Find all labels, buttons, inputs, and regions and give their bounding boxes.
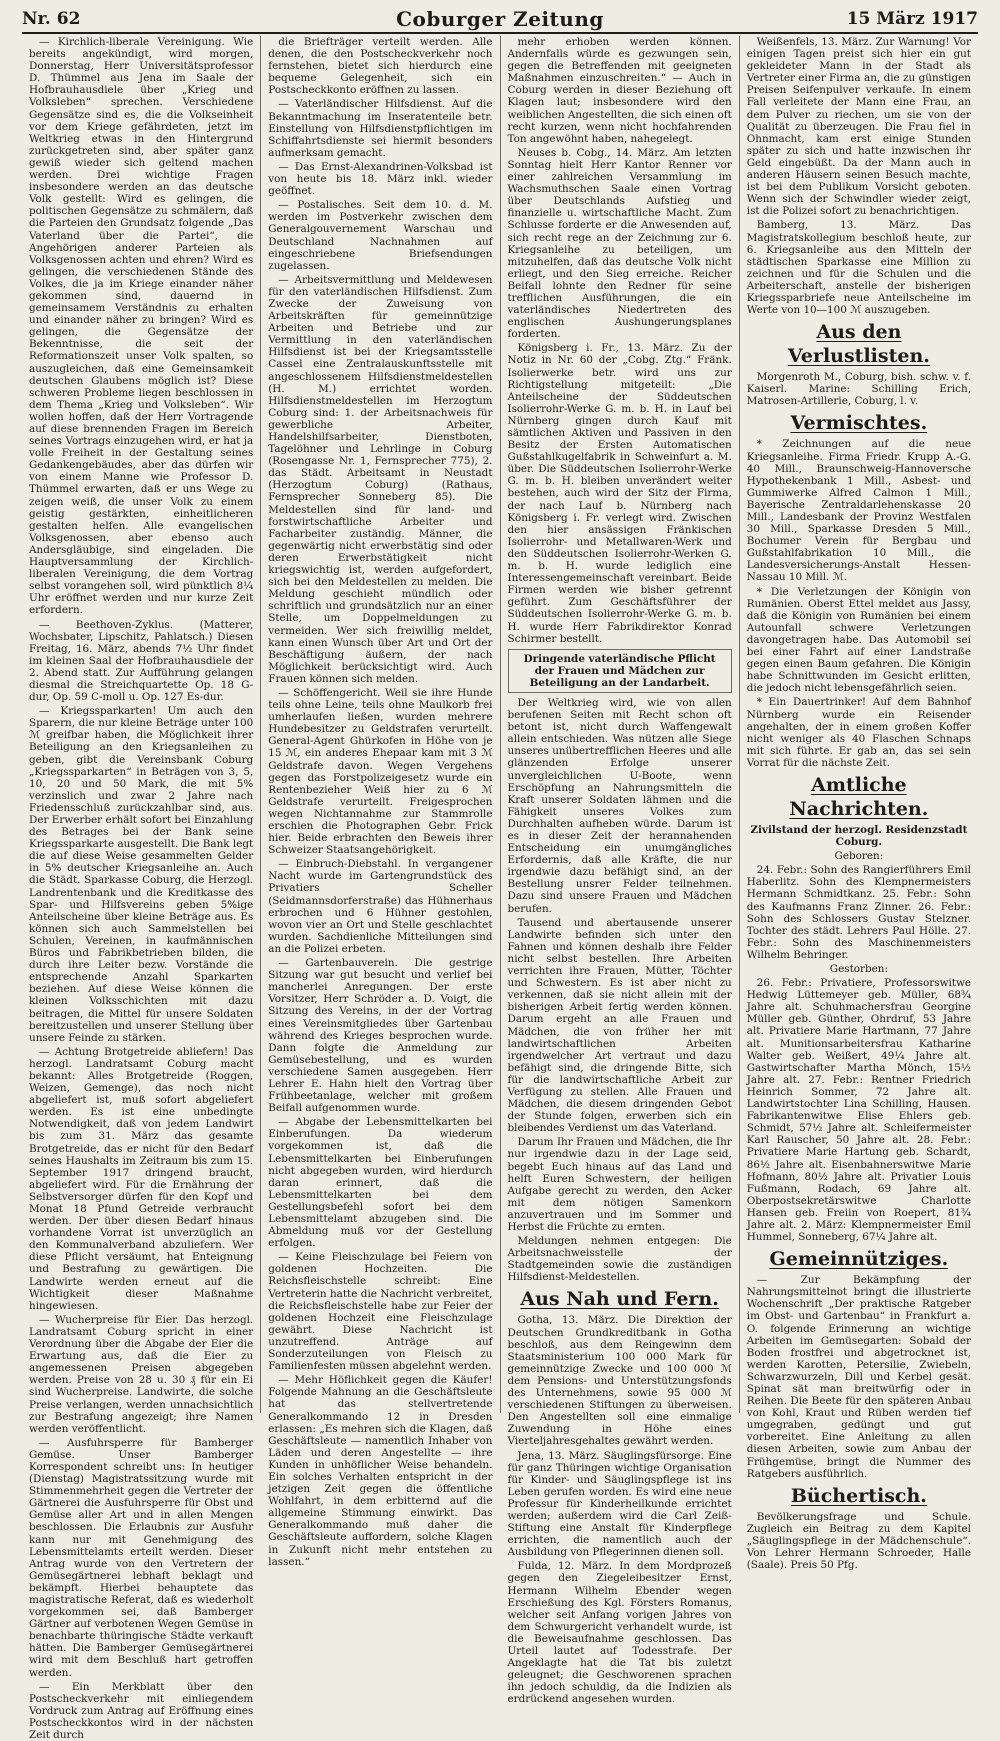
- article-hilfsdienst: — Vaterländischer Hilfsdienst. Auf die Bekanntmachung im Inseratenteile betr. Einstellung von Hilfsdienstpflichtigen im Schiffahrtsdienste sei hiermit besonders aufmerksam gemacht.: [268, 98, 493, 159]
- article-brotgetreide: — Achtung Brotgetreide abliefern! Das herzogl. Landratsamt Coburg macht bekannt: Alles Brotgetreide (Roggen, Weizen, Gemenge), das noch nicht abgeliefert ist, muß sofort abgeliefert werden. Es ist eine unbedingte Notwendigkeit, daß von jedem Landwirt bis zum 31. März das gesamte Brotgetreide, das er nicht für den Bedarf seines Haushalts im Zeitraum bis zum 15. September 1917 dringend braucht, abgeliefert wird. Für die Ernährung der Selbstversorger dürfen für den Kopf und Monat 18 Pfund Getreide verbraucht werden. Der über diesen Bedarf hinaus vorhandene Vorrat ist unverzüglich an den Kommunalverband abzuliefern. Wer diese Pflicht versäumt, hat Enteignung und Bestrafung zu gewärtigen. Die Landwirte werden erneut auf die Wichtigkeit dieser Maßnahme hingewiesen.: [29, 1045, 254, 1312]
- article-fulda: Fulda, 12. März. In dem Mordprozeß gegen den Ziegeleibesitzer Ernst, Hermann Wilhelm Ebender wegen Erschießung des Kgl. Försters Romanus, welcher seit Anfang vorigen Jahres von dem Schwurgericht verhandelt wurde, ist die Beweisaufnahme geschlossen. Das Urteil lautet auf Todesstrafe. Der Angeklagte hat die Tat bis zuletzt geleugnet; die Geschworenen sprachen ihn jedoch schuldig, da die Indizien als erdrückend angesehen wurden.: [507, 1560, 732, 1706]
- article-jena: Jena, 13. März. Säuglingsfürsorge. Eine für ganz Thüringen wichtige Organisation für Kinder- und Säuglingspflege ist ins Leben gerufen worden. Es wird eine neue Professur für Kinderheilkunde errichtet werden; außerdem wird die Carl Zeiß-Stiftung eine Anstalt für Kinderpflege errichten, die namentlich auch der Ausbildung von Pflegerinnen dienen soll.: [507, 1449, 732, 1559]
- article-neuses: Neuses b. Cobg., 14. März. Am letzten Sonntag hielt Herr Kantor Renner vor einer zahlreichen Versammlung im Wachsmuthschen Saale einen Vortrag über Deutschlands Aufstieg und finanzielle u. wirtschaftliche Macht. Zum Schlusse forderte er die Anwesenden auf, sich recht rege an der Zeichnung zur 6. Kriegsanleihe zu beteiligen, um mitzuhelfen, daß das deutsche Volk nicht erliegt, und den Sieg erreiche. Reicher Beifall lohnte den Redner für seine trefflichen Ausführungen, die ein vaterländisches Niedertreten des englischen Aushungerungsplanes forderten.: [507, 146, 732, 341]
- columns: [22, 36, 978, 1741]
- gestorben-list: 26. Febr.: Privatiere, Professorswitwe Hedwig Lüttemeyer geb. Müller, 68¾ Jahre alt. Schuhmachersfrau Georgine Müller geb. Günther, Ohrdruf, 53 Jahre alt. Privatiere Marie Hartmann, 77 Jahre alt. Munitionsarbeitersfrau Katharine Walter geb. Weißert, 49¼ Jahre alt. Gastwirtschafter Martha Mönch, 15½ Jahre alt. 27. Febr.: Rentner Friedrich Heinrich Sommer, 72 Jahre alt. Landwirtstochter Lina Schilling, Hausen. Fabrikantenwitwe Elise Ehlers geb. Schmidt, 57½ Jahre alt. Schleifermeister Karl Rauscher, 50 Jahre alt. 28. Febr.: Privatiere Marie Hartung geb. Schardt, 86½ Jahre alt. Eisenbahnerswitwe Marie Hofmann, 80½ Jahre alt. Privatier Louis Fußmann, Rodach, 69 Jahre alt. Oberpostsekretärswitwe Charlotte Hansen geb. Freiin von Roepert, 81¾ Jahre alt. 2. März: Klempnermeister Emil Hummel, Sonneberg, 67¼ Jahre alt.: [746, 977, 971, 1244]
- section-amtliche-nachrichten: Amtliche Nachrichten.: [789, 773, 929, 820]
- article-weissenfels: Weißenfels, 13. März. Zur Warnung! Vor einigen Tagen preist sich hier ein gut gekleideter Mann in der Stadt als Vertreter einer Firma an, die zu günstigen Preisen Seifenpulver verkaufe. In einem Fall verleitete der Mann eine Frau, an dem Pulver zu riechen, um sie von der Qualität zu überzeugen. Die Frau fiel in Ohnmacht, kam erst einige Stunden später zu sich und hatte inzwischen ihr Geld eingebüßt. Da der Mann auch in anderen Häusern seinen Besuch machte, ist bei dem Publikum Vorsicht geboten. Wenn sich der Schwindler wieder zeigt, ist die Polizei sofort zu benachrichtigen.: [746, 36, 971, 218]
- appeal-paragraph-3: Darum Ihr Frauen und Mädchen, die Ihr nur irgendwie dazu in der Lage seid, begebt Euch hinaus auf das Land und helft Euren Schwestern, der heiligen Aufgabe gerecht zu werden, den Acker mit dem nötigen Samenkorn anzuvertrauen und im Sommer und Herbst die Früchte zu ernten.: [507, 1136, 732, 1233]
- column-1: [22, 36, 261, 1741]
- article-schoeffengericht: — Schöffengericht. Weil sie ihre Hunde teils ohne Leine, teils ohne Maulkorb frei umherlaufen ließen, wurden mehrere Hundebesitzer zu Geldstrafen verurteilt. General-Agent Ghürkofen in Höhe von je 15 ℳ, ein anderes Ehepaar kam mit 3 ℳ Geldstrafe davon. Wegen Vergehens gegen das Forstpolizeigesetz wurde ein Rentenbezieher Weiß hier zu 6 ℳ Geldstrafe verurteilt. Freigesprochen wegen Nichtannahme zur Stammrolle erschien die Photographen Gebr. Frick hier. Beide erbrachten den Beweis ihrer Schweizer Staatsangehörigkeit.: [268, 686, 493, 857]
- appeal-headline: Dringende vaterländische Pflicht der Frauen und Mädchen zur Beteiligung an der Landarbeit.: [508, 649, 732, 693]
- article-ausfuhrsperre: — Ausfuhrsperre für Bamberger Gemüse. Unser Bamberger Korrespondent schreibt uns: In heutiger (Dienstag) Magistratssitzung wurde mit Stimmenmehrheit gegen die Vertreter der Gärtnerei die Ausfuhrsperre für Obst und Gemüse aller Art und in allen Mengen beschlossen. Die Erlaubnis zur Ausfuhr kann nur mit Genehmigung des Lebensmittelamts erteilt werden. Dieser Antrag wurde von den Vertretern der Gemüsegärtnerei lebhaft beklagt und bekämpft. Hierbei behauptete das magistratische Referat, daß es wiederholt vorgekommen sei, daß Bamberger Gärtner auf verbotenen Wegen Gemüse in benachbarte thüringische Städte verkauft hätten. Die Bamberger Gemüsegärtnerei wird mit dem Beschluß hart getroffen werden.: [29, 1436, 254, 1679]
- article-hoeflichkeit-cont: mehr erhoben werden können. Andernfalls würde es gezwungen sein, gegen die Betreffenden mit geeigneten Maßnahmen einzuschreiten.“ — Auch in Coburg werden in dieser Beziehung oft Klagen laut; insbesondere wird den weiblichen Angestellten, die sich einen oft recht kurzen, wenn nicht hochfahrenden Ton angewöhnt haben, nahegelegt.: [507, 36, 732, 145]
- section-aus-nah-und-fern: Aus Nah und Fern.: [520, 1288, 719, 1311]
- article-arbeitsvermittlung: — Arbeitsvermittlung und Meldewesen für den vaterländischen Hilfsdienst. Zum Zwecke der Zuweisung von Arbeitskräften für gemeinnützige Arbeiten und Betriebe und zur Vermittlung in den vaterländischen Hilfsdienst ist bei der Kriegsamtsstelle Cassel eine Zentralauskunftsstelle mit angeschlossenem Hilfsdienstmeldestellen (H. M.) errichtet worden. Hilfsdienstmeldestellen im Herzogtum Coburg sind: 1. der Arbeitsnachweis für gewerbliche Arbeiter, Handelshilfsarbeiter, Dienstboten, Tagelöhner und Lehrlinge in Coburg (Rosengasse Nr. 1, Fernsprecher 775), 2. das Städt. Arbeitsamt in Neustadt (Herzogtum Coburg) (Rathaus, Fernsprecher Sonneberg 85). Die Meldestellen sind für land- und forstwirtschaftliche Arbeiter und Facharbeiter zuständig. Männer, die gegenwärtig nicht erwerbstätig sind oder deren Erwerbstätigkeit nicht kriegswichtig ist, werden aufgefordert, sich bei den Meldestellen zu melden. Die Meldung geschieht mündlich oder schriftlich und grundsätzlich nur an einer Stelle, um Doppelmeldungen zu vermeiden. Wer sich freiwillig meldet, kann einen Wunsch über Art und Ort der Beschäftigung äußern, der nach Möglichkeit berücksichtigt wird. Auch Frauen können sich melden.: [268, 273, 493, 685]
- gestorben-heading: Gestorben:: [829, 963, 888, 975]
- article-postscheck-cont: die Briefträger verteilt werden. Alle denen, die den Postscheckverkehr noch fernstehen, bietet sich hierdurch eine bequeme Gelegenheit, sich ein Postscheckkonto eröffnen zu lassen.: [268, 36, 493, 97]
- appeal-paragraph-4: Meldungen nehmen entgegen: Die Arbeitsnachweisstelle der Stadtgemeinden sowie die zuständigen Hilfsdienst-Meldestellen.: [507, 1235, 732, 1284]
- appeal-paragraph-2: Tausend und abertausende unserer Landwirte befinden sich unter den Fahnen und können deshalb ihre Felder nicht selbst bestellen. Ihre Arbeiten verrichten ihre Frauen, Mütter, Töchter und Schwestern. Es ist aber nicht zu verkennen, daß sie nicht allein mit der bisherigen Arbeit fertig werden können. Darum ergeht an alle Frauen und Mädchen, die von früher her mit landwirtschaftlichen Arbeiten irgendwelcher Art vertraut und dazu befähigt sind, die dringende Bitte, sich für die landwirtschaftliche Arbeit zur Verfügung zu stellen. Alle Frauen und Mädchen, die diesem dringenden Gebot der Stunde folgen, erwerben sich ein bleibendes Verdienst um das Vaterland.: [507, 916, 732, 1135]
- column-3: [501, 36, 740, 1706]
- article-nahrungsmittelnot: — Zur Bekämpfung der Nahrungsmittelnot bringt die illustrierte Wochenschrift „Der praktische Ratgeber im Obst- und Gartenbau“ in Frankfurt a. O. folgende Erinnerung an wichtige Arbeiten im Gemüsegarten: Sobald der Boden frostfrei und abgetrocknet ist, werden Karotten, Petersilie, Zwiebeln, Schwarzwurzeln, Dill und Kerbel gesät. Spinat sät man breitwürfig oder in Reihen. Die Beete für den späteren Anbau von Kohl, Kraut und Rüben werden tief umgegraben, gedüngt und gut vorbereitet. Eine Anleitung zu allen diesen Arbeiten, sowie zum Anbau der Frühgemüse, bringt die Nummer des Ratgebers ausführlich.: [746, 1274, 971, 1480]
- issue-number: Nr. 62: [22, 9, 81, 29]
- article-kriegssparkarten: — Kriegssparkarten! Um auch den Sparern, die nur kleine Beträge unter 100 ℳ greifbar haben, die Möglichkeit ihrer Beteiligung an den Kriegsanleihen zu geben, gibt die Vereinsbank Coburg „Kriegssparkarten“ in Beträgen von 3, 5, 10, 20 und 50 Mark, die mit 5% verzinslich und zwar 2 Jahre nach Friedensschluß zurückzahlbar sind, aus. Der Erwerber erhält sofort bei Einzahlung des Betrages bei der Bank seine Kriegssparkarte ausgestellt. Die Bank legt die auf diese Weise gesammelten Gelder in 5% deutscher Kriegsanleihe an. Auch die Städt. Sparkasse Coburg, die Herzogl. Landrentenbank und die Kreditkasse des Spar- und Hilfsvereins geben 5%ige Anteilscheine über kleine Beträge aus. Es können sich auch Sammelstellen bei Schulen, Vereinen, in kaufmännischen Büros und Fabrikbetrieben bilden, die durch ihre Leiter bezw. Vorstände die entsprechende Anzahl Sparkarten beziehen. Auf diese Weise können die kleinen Volksschichten mit dazu beitragen, die Mittel für unsere Soldaten bereitzustellen und unserer Stellung über unsere Feinde zu stärken.: [29, 705, 254, 1044]
- article-dauertrinker: * Ein Dauertrinker! Auf dem Bahnhof Nürnberg wurde ein Reisender angehalten, der in einem großen Koffer nicht weniger als 40 Flaschen Schnaps mit sich führte. Er gab an, das sei sein Vorrat für die nächste Zeit.: [746, 696, 971, 769]
- article-kirchlich-liberale: — Kirchlich-liberale Vereinigung. Wie bereits angekündigt, wird morgen, Donnerstag, Herr Universitätsprofessor D. Thümmel aus Jena im Saale der Hofbrauhausdiele über „Krieg und Volksleben“ sprechen. Verschiedene Gegensätze sind es, die die Volkseinheit vor dem Kriege gefährdeten, jetzt im Weltkrieg etwas in den Hintergrund zurückgetreten sind, aber später ganz gewiß wieder sich geltend machen werden. Drei wichtige Fragen insbesondere werden an das deutsche Volk gestellt: Wird es gelingen, die politischen Gegensätze zu schmälern, daß die Parteien den Grundsatz folgende „Das Vaterland über die Partei“, die Angehörigen anderer Parteien als Volksgenossen achten und ehren? Wird es gelingen, die verschiedenen Stände des Volkes, die ja im Kriege einander näher gekommen sind, dauernd in gemeinsamem Verständnis zu erhalten und einander näher zu bringen? Wird es gelingen, die Gegensätze der Bekenntnisse, die seit der Reformationszeit unser Volk spalten, so auszugleichen, daß eine Gemeinsamkeit deutschen Glaubens möglich ist? Diese schweren Probleme liegen beschlossen in dem Thema „Krieg und Volksleben“. Wir wollen hoffen, daß der Herr Vortragende auf diese brennenden Fragen im Bereich seines Vortrags einzugehen wird, er hat ja volle Freiheit in der Gestaltung seines Gedankengebäudes, aber das dürfen wir von einem Manne wie Professor D. Thümmel erwarten, daß er uns Wege zu zeigen weiß, die unser Volk zu einem geistig gestärkten, einheitlicheren gestalten helfen. Alle evangelischen Volksgenossen, aber ebenso auch Andersgläubige, sind eingeladen. Die Hauptversammlung der Kirchlich-liberalen Vereinigung, die dem Vortrag selbst vorangehen soll, wird pünktlich 8¼ Uhr eröffnet werden und nur kurze Zeit erfordern.: [29, 36, 254, 617]
- section-buechertisch: Büchertisch.: [790, 1484, 927, 1507]
- geboren-heading: Geboren:: [834, 850, 884, 863]
- geboren-list: 24. Febr.: Sohn des Rangierführers Emil Haberlitz. Sohn des Klempnermeisters Hermann Schmidtkanz. 25. Febr.: Sohn des Kaufmanns Franz Zinner. 26. Febr.: Sohn des Schlossers Gustav Stelzner. Tochter des städt. Lehrers Paul Hölle. 27. Febr.: Sohn des Maschinenmeisters Wilhelm Behringer.: [746, 864, 971, 961]
- article-lebensmittelkarten: — Abgabe der Lebensmittelkarten bei Einberufungen. Da wiederum vorgekommen ist, daß die Lebensmittelkarten bei Einberufungen nicht abgegeben wurden, wird hierdurch daran erinnert, daß die Lebensmittelkarten bei dem Gestellungsbefehl sofort bei dem Lebensmittelamt abzugeben sind. Die Abmeldung muß vor der Gestellung erfolgen.: [268, 1116, 493, 1250]
- article-bamberg: Bamberg, 13. März. Das Magistratskollegium beschloß heute, zur 6. Kriegsanleihe aus den Mitteln der städtischen Sparkasse eine Million zu zeichnen und für die Schulen und die Arbeiterschaft, anstelle der bisherigen Kriegssparbriefe neue Anteilscheine im Werte von 10—100 ℳ auszugeben.: [746, 219, 971, 317]
- article-merkblatt: — Ein Merkblatt über den Postscheckverkehr mit einliegendem Vordruck zum Antrag auf Eröffnung eines Postscheckkontos wird in der nächsten Zeit durch: [29, 1680, 254, 1741]
- article-koenigin: * Die Verletzungen der Königin von Rumänien. Oberst Ettel meldet aus Jassy, daß die Königin von Rumänien bei einem Autounfall schwere Verletzungen davongetragen habe. Das Automobil sei bei einer Fahrt auf einer Landstraße gegen einen Baum gefahren. Die Königin habe Schnittwunden im Gesicht erlitten, die jedoch nicht lebensgefährlich seien.: [746, 585, 971, 695]
- article-fleischzulage: — Keine Fleischzulage bei Feiern von goldenen Hochzeiten. Die Reichsfleischstelle schreibt: Eine Vertreterin hatte die Nachricht verbreitet, die Reichsfleischstelle habe zur Feier der goldenen Hochzeit eine Fleischzulage gewährt. Diese Nachricht ist unzutreffend. Anträge auf Sonderzuteilungen von Fleisch zu Familienfesten müssen abgelehnt werden.: [268, 1251, 493, 1373]
- article-gartenbauverein: — Gartenbauverein. Die gestrige Sitzung war gut besucht und verlief bei mancherlei Anregungen. Der erste Vorsitzer, Herr Schröder a. D. Voigt, die Sitzung des Vereins, in der der Vortrag eines Vereinsmitgliedes über Gartenbau während des Krieges besprochen wurde. Dann folgte die Anmeldung zur Gemüsebestellung, und es wurden verschiedene Samen ausgegeben. Herr Lehrer E. Hahn hielt den Vortrag über Frühbeetanlage, welcher mit großem Beifall aufgenommen wurde.: [268, 957, 493, 1115]
- newspaper-title: Coburger Zeitung: [396, 7, 604, 31]
- article-hoeflichkeit: — Mehr Höflichkeit gegen die Käufer! Folgende Mahnung an die Geschäftsleute hat das stellvertretende Generalkommando 12 in Dresden erlassen: „Es mehren sich die Klagen, daß Geschäftsleute — namentlich Inhaber von Läden und deren Angestellte — ihre Kunden in unhöflicher Weise behandeln. Ein solches Verhalten entspricht in der jetzigen Zeit gegen die öffentliche Wohlfahrt, in dem erbitternd auf die allgemeine Stimmung einwirkt. Das Generalkommando muß daher die Geschäftsleute auffordern, solche Klagen in Zukunft nicht mehr entstehen zu lassen.“: [268, 1374, 493, 1568]
- article-zeichnungen: * Zeichnungen auf die neue Kriegsanleihe. Firma Friedr. Krupp A.-G. 40 Mill., Braunschweig-Hannoversche Hypothekenbank 1 Mill., Asbest- und Gummiwerke Alfred Calmon 1 Mill., Bayerische Zentraldarlehenskasse 20 Mill., Landesbank der Provinz Westfalen 30 Mill., Sparkasse Dresden 5 Mill., Bochumer Verein für Bergbau und Gußstahlfabrikation 10 Mill., die Landesversicherungs-Anstalt Hessen-Nassau 10 Mill. ℳ.: [746, 438, 971, 584]
- article-wucherpreise: — Wucherpreise für Eier. Das herzogl. Landratsamt Coburg spricht in einer Verordnung über die Abgabe der Eier die Erwartung aus, daß die Eier zu angemessenen Preisen abgegeben werden. Preise von 28 u. 30 ₰ für ein Ei sind Wucherpreise. Landwirte, die solche Preise verlangen, werden unnachsichtlich zur Bestrafung angezeigt; ihre Namen werden veröffentlicht.: [29, 1313, 254, 1435]
- section-vermischtes: Vermischtes.: [790, 412, 928, 435]
- article-beethoven: — Beethoven-Zyklus. (Matterer, Wochsbater, Lipschitz, Pahlatsch.) Diesen Freitag, 16. März, abends 7½ Uhr findet im kleinen Saal der Hofbrauhausdiele der 2. Abend statt. Zur Aufführung gelangen diesmal die Streichquartette Op. 18 G-dur, Op. 59 C-moll u. Op. 127 Es-dur.: [29, 618, 254, 704]
- article-bevoelkerungsfrage: Bevölkerungsfrage und Schule. Zugleich ein Beitrag zu dem Kapitel „Säuglingspflege in der Mädchenschule“. Von Lehrer Hermann Schroeder, Halle (Saale). Preis 50 Pfg.: [746, 1510, 971, 1572]
- zivilstand-heading: Zivilstand der herzogl. Residenzstadt Coburg.: [750, 823, 968, 849]
- section-gemeinnuetziges: Gemeinnütziges.: [769, 1248, 949, 1271]
- masthead: [22, 6, 978, 34]
- article-postalisches: — Postalisches. Seit dem 10. d. M. werden im Postverkehr zwischen dem Generalgouvernement Warschau und Deutschland Nachnahmen auf eingeschriebene Briefsendungen zugelassen.: [268, 199, 493, 272]
- appeal-paragraph-1: Der Weltkrieg wird, wie von allen berufenen Seiten mit Recht schon oft betont ist, nicht durch Waffengewalt allein entschieden. Was nützen alle Siege unseres unübertrefflichen Heeres und alle glänzenden Erfolge unserer unvergleichlichen U-Boote, wenn Erschöpfung an Nahrungsmitteln die Kraft unserer Soldaten lähmen und die Fähigkeit unseres Volkes zum Durchhalten aufheben würde. Darum ist es in dieser Zeit der herannahenden Entscheidung ein unumgängliches Erfordernis, daß alle Kräfte, die nur irgendwie dazu befähigt sind, an der Bestellung unsrer Felder teilnehmen. Dazu sind unsere Frauen und Mädchen berufen.: [507, 696, 732, 915]
- article-einbruch: — Einbruch-Diebstahl. In vergangener Nacht wurde im Gartengrundstück des Privatiers Scheller (Seidmannsdorferstraße) das Hühnerhaus erbrochen und 6 Hühner gestohlen, wovon vier an Ort und Stelle geschlachtet wurden. Sachdienliche Mitteilungen sind an die Polizei erbeten.: [268, 858, 493, 955]
- issue-date: 15 März 1917: [846, 9, 978, 29]
- article-koenigsberg: Königsberg i. Fr., 13. März. Zu der Notiz in Nr. 60 der „Cobg. Ztg.“ Fränk. Isolierwerke betr. wird uns zur Richtigstellung mitgeteilt: „Die Anteilscheine der Süddeutschen Isolierrohr-Werke G. m. b. H. in Lauf bei Nürnberg gingen durch Kauf mit sämtlichen Aktiven und Passiven in den Besitz der Ersten Automatischen Gußstahlkugelfabrik in Schweinfurt a. M. über. Die Süddeutschen Isolierrohr-Werke G. m. b. H. bleiben unverändert weiter bestehen, auch wird der Sitz der Firma, der nach Lauf b. Nürnberg nach Königsberg i. Fr. verlegt wird. Zwischen den hier ansässigen Fränkischen Isolierrohr- und Metallwaren-Werk und den Süddeutschen Isolierrohr-Werken G. m. b. H. wurde lediglich eine Interessengemeinschaft vereinbart. Beide Firmen werden wie bisher getrennt geführt. Zum Geschäftsführer der Süddeutschen Isolierrohr-Werke G. m. b. H. wurde Herr Fabrikdirektor Konrad Schirmer bestellt.: [507, 342, 732, 645]
- section-verlustlisten: Aus den Verlustlisten.: [787, 321, 930, 368]
- article-volksbad: — Das Ernst-Alexandrinen-Volksbad ist von heute bis 18. März inkl. wieder geöffnet.: [268, 160, 493, 198]
- column-2: [261, 36, 500, 1568]
- column-4: [740, 36, 978, 1572]
- article-verlustliste: Morgenroth M., Coburg, bish. schw. v. f. Kaiserl. Marine: Schilling Erich, Matrosen-Artillerie, Coburg, l. v.: [746, 371, 971, 408]
- article-gotha: Gotha, 13. März. Die Direktion der Deutschen Grundkreditbank in Gotha beschloß, aus dem Reingewinn dem Staatsministerium 100 000 Mark für gemeinnützige Zwecke und 100 000 ℳ dem Pensions- und Unterstützungsfonds des Unternehmens, sowie 95 000 ℳ verschiedenen Stiftungen zu überweisen. Den Angestellten soll eine einmalige Zuwendung in Höhe eines Vierteljahresgehaltes gewährt werden.: [507, 1314, 732, 1448]
